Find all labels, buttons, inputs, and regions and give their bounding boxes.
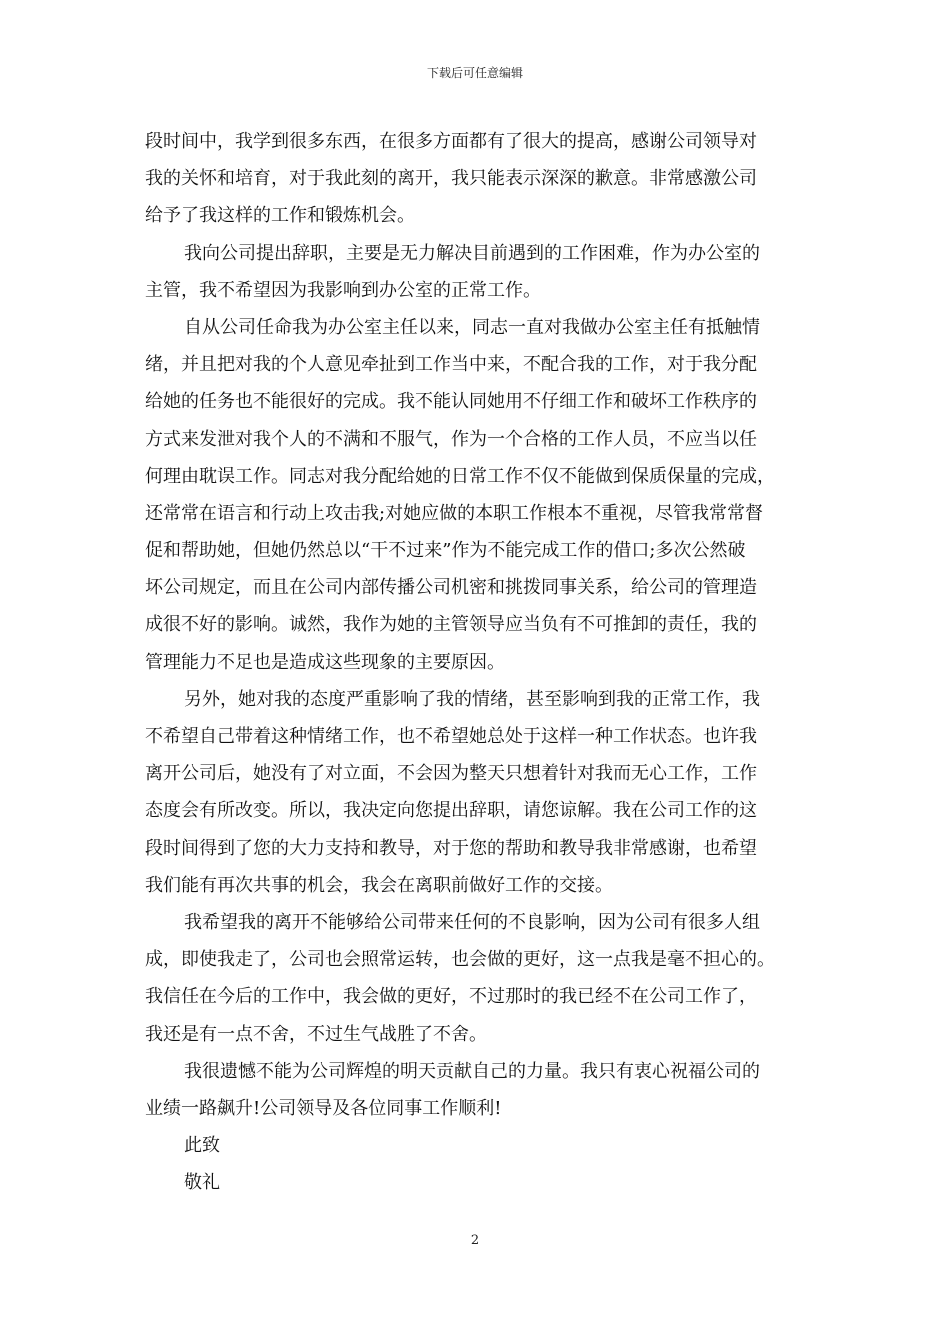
page-number: 2 xyxy=(470,1233,480,1248)
text-line: 敬礼 xyxy=(184,1172,220,1194)
text-line: 坏公司规定，而且在公司内部传播公司机密和挑拨同事关系，给公司的管理造 xyxy=(145,577,757,599)
text-line: 我很遗憾不能为公司辉煌的明天贡献自己的力量。我只有衷心祝福公司的 xyxy=(184,1060,760,1082)
text-line: 成，即使我走了，公司也会照常运转，也会做的更好，这一点我是毫不担心的。 xyxy=(145,949,775,971)
text-line: 此致 xyxy=(184,1135,220,1157)
text-line: 另外，她对我的态度严重影响了我的情绪，甚至影响到我的正常工作，我 xyxy=(184,688,760,710)
text-line: 给她的任务也不能很好的完成。我不能认同她用不仔细工作和破坏工作秩序的 xyxy=(145,391,757,413)
text-line: 何理由耽误工作。同志对我分配给她的日常工作不仅不能做到保质保量的完成， xyxy=(145,465,775,487)
text-line: 成很不好的影响。诚然，我作为她的主管领导应当负有不可推卸的责任，我的 xyxy=(145,614,757,636)
text-line: 方式来发泄对我个人的不满和不服气，作为一个合格的工作人员，不应当以任 xyxy=(145,428,757,450)
text-line: 还常常在语言和行动上攻击我;对她应做的本职工作根本不重视，尽管我常常督 xyxy=(145,502,764,524)
text-line: 不希望自己带着这种情绪工作，也不希望她总处于这样一种工作状态。也许我 xyxy=(145,726,757,747)
text-line: 我信任在今后的工作中，我会做的更好，不过那时的我已经不在公司工作了， xyxy=(145,986,757,1008)
letter-body xyxy=(145,123,810,1201)
text-line: 段时间得到了您的大力支持和教导，对于您的帮助和教导我非常感谢，也希望 xyxy=(145,837,757,859)
page-header: 下载后可任意编辑 xyxy=(426,66,523,80)
text-line: 我们能有再次共事的机会，我会在离职前做好工作的交接。 xyxy=(145,874,613,896)
text-line: 我还是有一点不舍，不过生气战胜了不舍。 xyxy=(145,1023,487,1045)
text-line: 促和帮助她，但她仍然总以“干不过来”作为不能完成工作的借口;多次公然破 xyxy=(145,540,746,562)
text-line: 自从公司任命我为办公室主任以来，同志一直对我做办公室主任有抵触情 xyxy=(184,316,760,338)
text-line: 离开公司后，她没有了对立面，不会因为整天只想着针对我而无心工作，工作 xyxy=(145,763,757,785)
text-line: 我的关怀和培育，对于我此刻的离开，我只能表示深深的歉意。非常感激公司 xyxy=(145,168,757,190)
text-line: 我向公司提出辞职，主要是无力解决目前遇到的工作困难，作为办公室的 xyxy=(184,242,760,264)
text-line: 主管，我不希望因为我影响到办公室的正常工作。 xyxy=(145,279,541,301)
text-line: 我希望我的离开不能够给公司带来任何的不良影响，因为公司有很多人组 xyxy=(184,911,760,933)
text-line: 绪，并且把对我的个人意见牵扯到工作当中来，不配合我的工作，对于我分配 xyxy=(145,354,757,376)
text-line: 管理能力不足也是造成这些现象的主要原因。 xyxy=(145,651,505,673)
text-line: 段时间中，我学到很多东西，在很多方面都有了很大的提高，感谢公司领导对 xyxy=(145,131,757,152)
text-line: 给予了我这样的工作和锻炼机会。 xyxy=(145,205,415,227)
text-line: 业绩一路飙升!公司领导及各位同事工作顺利! xyxy=(145,1097,502,1119)
text-line: 态度会有所改变。所以，我决定向您提出辞职，请您谅解。我在公司工作的这 xyxy=(145,800,757,822)
